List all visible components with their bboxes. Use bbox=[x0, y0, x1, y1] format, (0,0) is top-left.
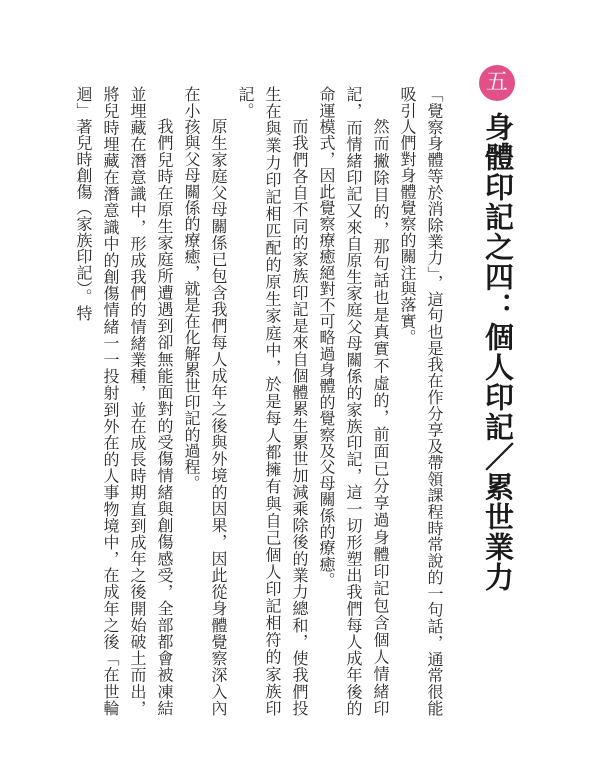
paragraph: 原生家庭父母關係已包含我們每人成年之後與外境的因果，因此從身體覺察深入內在小孩與父母關係的療癒，就是在化解累世印記的過程。 bbox=[182, 86, 228, 716]
paragraph: 而我們各自不同的家族印記是來自個體累生累世加減乘除後的業力總和，使我們投生在與業力印記相匹配的原生家庭中，於是每人都擁有與自己個人印記相符的家族印記。 bbox=[236, 86, 309, 716]
paragraph: 然而撇除目的，那句話也是真實不虛的，前面已分享過身體印記包含個人情緒印記，而情緒印記又來自原生家庭父母關係的家族印記，這一切形塑出我們每人成年後的命運模式，因此覺察療癒絕對不可略過身體的覺察及父母關係的療癒。 bbox=[317, 86, 390, 716]
section-number-badge: 五 bbox=[479, 65, 515, 101]
paragraph: 「覺察身體等於消除業力」，這句也是我在作分享及帶領課程時常說的一句話，通常很能吸引人們對身體覺察的關注與落實。 bbox=[398, 86, 444, 716]
body-text bbox=[74, 86, 448, 716]
section-title: 身體印記之四：個人印記／累世業力 bbox=[481, 112, 515, 592]
paragraph: 我們兒時在原生家庭所遭遇到卻無能面對的受傷情緒與創傷感受，全部都會被凍結並埋藏在潛意識中，形成我們的情緒業種，並在成長時期直到成年之後開始破土而出，將兒時埋藏在潛意識中的創傷情緒一一投射到外在的人事物境中，在成年之後「在世輪迴」著兒時創傷（家族印記）。特 bbox=[74, 86, 174, 716]
